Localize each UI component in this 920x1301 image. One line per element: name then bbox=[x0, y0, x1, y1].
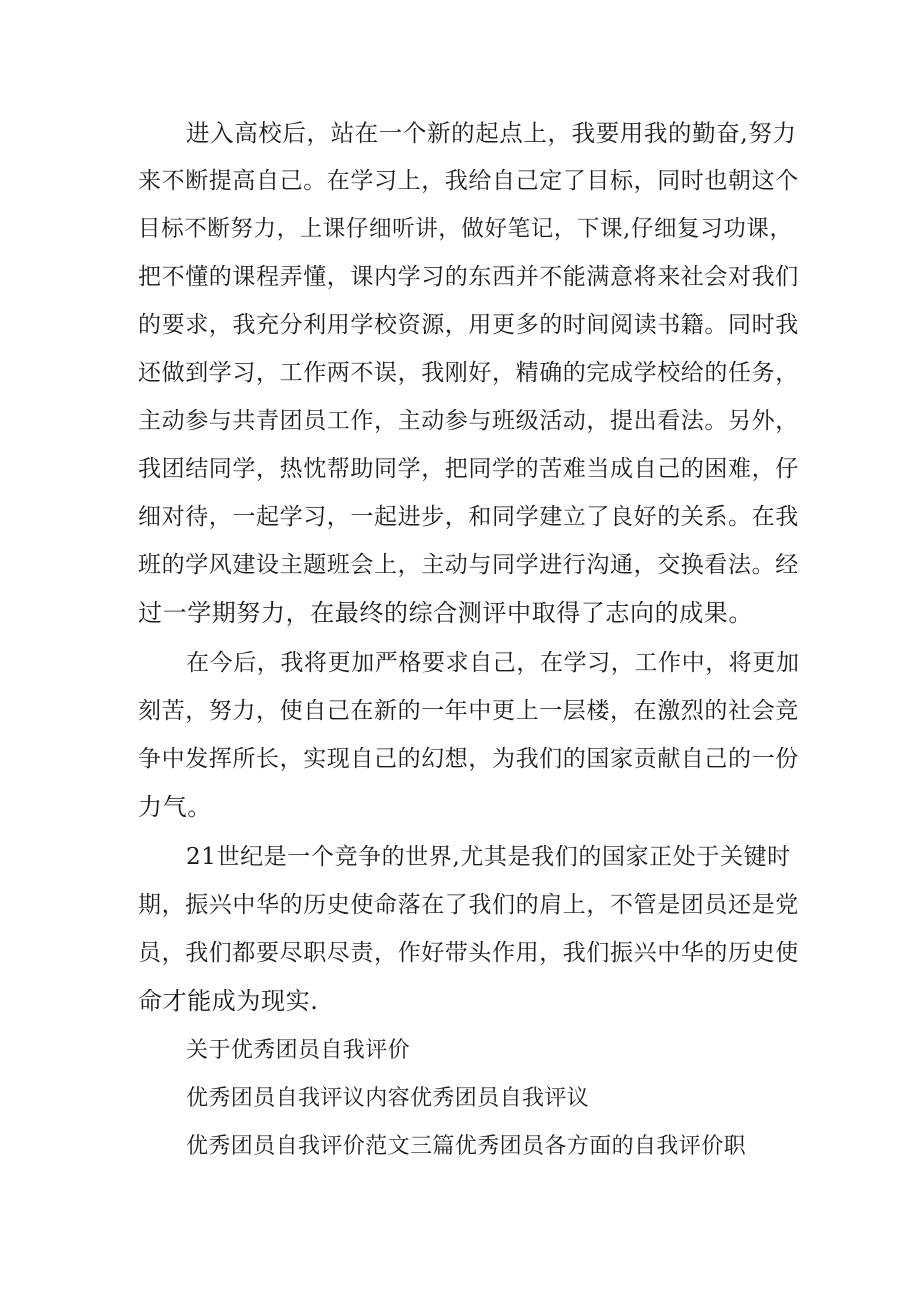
paragraph-1-line-11: 过一学期努力，在最终的综合测评中取得了志向的成果。 bbox=[138, 599, 753, 627]
paragraph-2-line-1: 在今后，我将更加严格要求自己，在学习，工作中，将更加 bbox=[186, 650, 800, 676]
paragraph-1-line-3: 目标不断努力，上课仔细听讲，做好笔记，下课,仔细复习功课， bbox=[138, 216, 793, 242]
related-title-3: 优秀团员自我评价范文三篇优秀团员各方面的自我评价职 bbox=[186, 1134, 747, 1159]
paragraph-1-line-6: 还做到学习，工作两不误，我刚好，精确的完成学校给的任务， bbox=[138, 360, 799, 386]
related-title-1: 关于优秀团员自我评价 bbox=[186, 1038, 411, 1063]
paragraph-2-line-3: 争中发挥所长，实现自己的幻想，为我们的国家贡献自己的一份 bbox=[138, 746, 799, 772]
paragraph-1-line-9: 细对待，一起学习，一起进步，和同学建立了良好的关系。在我 bbox=[138, 504, 799, 530]
paragraph-1-line-7: 主动参与共青团员工作，主动参与班级活动，提出看法。另外， bbox=[138, 408, 799, 434]
paragraph-1-line-8: 我团结同学，热忱帮助同学，把同学的苦难当成自己的困难，仔 bbox=[138, 456, 799, 482]
paragraph-2-line-4: 力气。 bbox=[138, 793, 212, 821]
paragraph-1-line-4: 把不懂的课程弄懂，课内学习的东西并不能满意将来社会对我们 bbox=[138, 264, 799, 290]
paragraph-1-line-5: 的要求，我充分利用学校资源，用更多的时间阅读书籍。同时我 bbox=[138, 312, 799, 338]
paragraph-3-line-4: 命才能成为现实. bbox=[138, 987, 319, 1015]
paragraph-1-line-10: 班的学风建设主题班会上，主动与同学进行沟通，交换看法。经 bbox=[138, 552, 799, 578]
paragraph-3-line-1: 21世纪是一个竞争的世界,尤其是我们的国家正处于关键时 bbox=[186, 844, 791, 870]
paragraph-1-line-1: 进入高校后，站在一个新的起点上，我要用我的勤奋,努力 bbox=[186, 119, 797, 147]
paragraph-3-line-2: 期，振兴中华的历史使命落在了我们的肩上，不管是团员还是党 bbox=[138, 892, 799, 918]
related-title-2: 优秀团员自我评议内容优秀团员自我评议 bbox=[186, 1086, 590, 1111]
paragraph-1-line-2: 来不断提高自己。在学习上，我给自己定了目标，同时也朝这个 bbox=[138, 168, 799, 194]
paragraph-3-line-3: 员，我们都要尽职尽责，作好带头作用，我们振兴中华的历史使 bbox=[138, 940, 799, 966]
paragraph-2-line-2: 刻苦，努力，使自己在新的一年中更上一层楼，在激烈的社会竞 bbox=[138, 698, 799, 724]
